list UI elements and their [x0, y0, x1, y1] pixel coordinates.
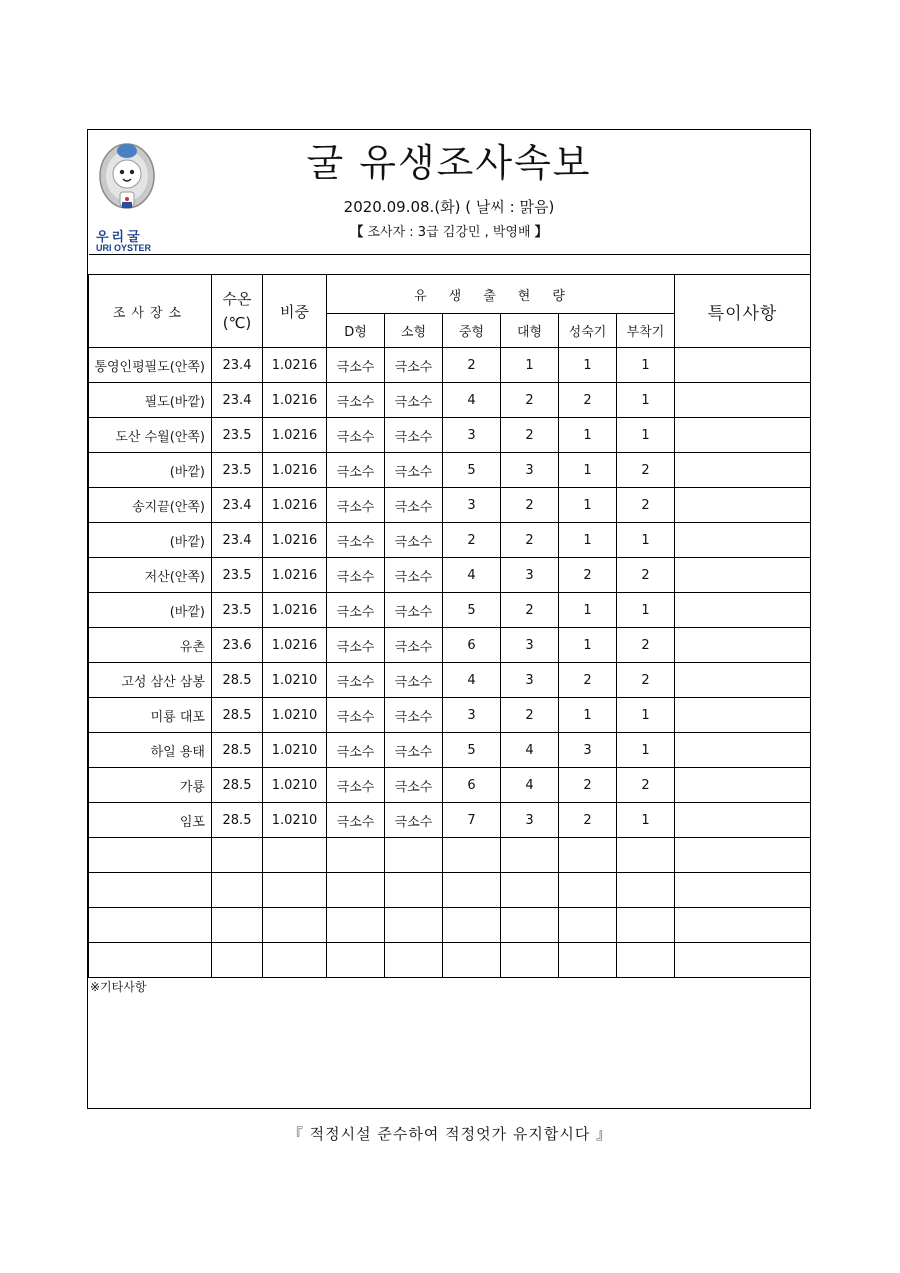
cell-att: 2 — [617, 488, 675, 523]
empty-cell — [89, 838, 212, 873]
cell-mat: 1 — [559, 698, 617, 733]
col-density-header: 비중 — [263, 275, 327, 348]
cell-s: 극소수 — [385, 348, 443, 383]
empty-cell — [443, 873, 501, 908]
empty-cell — [501, 873, 559, 908]
cell-mat: 1 — [559, 453, 617, 488]
cell-s: 극소수 — [385, 488, 443, 523]
cell-temp: 28.5 — [212, 803, 263, 838]
cell-den: 1.0216 — [263, 348, 327, 383]
cell-temp: 23.5 — [212, 593, 263, 628]
empty-cell — [559, 873, 617, 908]
empty-table-row — [89, 873, 811, 908]
cell-m: 3 — [443, 698, 501, 733]
cell-l: 3 — [501, 803, 559, 838]
cell-notes — [675, 768, 811, 803]
empty-cell — [263, 908, 327, 943]
empty-cell — [617, 908, 675, 943]
cell-notes — [675, 348, 811, 383]
cell-notes — [675, 558, 811, 593]
cell-s: 극소수 — [385, 558, 443, 593]
cell-loc: 통영인평필도(안쪽) — [89, 348, 212, 383]
empty-cell — [675, 838, 811, 873]
empty-cell — [263, 873, 327, 908]
cell-loc: 임포 — [89, 803, 212, 838]
cell-mat: 2 — [559, 383, 617, 418]
cell-l: 2 — [501, 488, 559, 523]
cell-d: 극소수 — [327, 488, 385, 523]
empty-cell — [675, 943, 811, 978]
cell-den: 1.0210 — [263, 663, 327, 698]
other-notes-label: ※기타사항 — [90, 980, 147, 994]
cell-temp: 23.4 — [212, 523, 263, 558]
cell-att: 1 — [617, 348, 675, 383]
cell-mat: 1 — [559, 593, 617, 628]
empty-table-row — [89, 908, 811, 943]
cell-m: 2 — [443, 523, 501, 558]
cell-d: 극소수 — [327, 628, 385, 663]
cell-den: 1.0216 — [263, 628, 327, 663]
report-header — [88, 130, 810, 254]
cell-den: 1.0216 — [263, 523, 327, 558]
cell-mat: 2 — [559, 768, 617, 803]
cell-att: 2 — [617, 768, 675, 803]
col-notes-header: 특이사항 — [675, 275, 811, 348]
table-row — [89, 523, 811, 558]
cell-att: 1 — [617, 383, 675, 418]
cell-att: 1 — [617, 733, 675, 768]
cell-temp: 23.5 — [212, 558, 263, 593]
cell-m: 4 — [443, 558, 501, 593]
cell-d: 극소수 — [327, 453, 385, 488]
col-larvae-header: 중형 — [443, 314, 501, 348]
cell-temp: 23.4 — [212, 488, 263, 523]
cell-d: 극소수 — [327, 523, 385, 558]
cell-att: 1 — [617, 803, 675, 838]
cell-s: 극소수 — [385, 453, 443, 488]
cell-notes — [675, 803, 811, 838]
table-row — [89, 558, 811, 593]
cell-notes — [675, 593, 811, 628]
cell-den: 1.0210 — [263, 768, 327, 803]
cell-loc: 저산(안쪽) — [89, 558, 212, 593]
cell-att: 1 — [617, 523, 675, 558]
spacer-row — [89, 255, 811, 275]
cell-notes — [675, 418, 811, 453]
cell-notes — [675, 488, 811, 523]
cell-l: 3 — [501, 453, 559, 488]
cell-att: 1 — [617, 418, 675, 453]
col-larvae-header: 성숙기 — [559, 314, 617, 348]
cell-mat: 2 — [559, 663, 617, 698]
table-row — [89, 803, 811, 838]
cell-d: 극소수 — [327, 383, 385, 418]
cell-mat: 1 — [559, 348, 617, 383]
table-row — [89, 663, 811, 698]
cell-den: 1.0210 — [263, 733, 327, 768]
empty-cell — [327, 838, 385, 873]
cell-l: 3 — [501, 628, 559, 663]
col-temp-line1: 수온 — [222, 290, 252, 308]
cell-den: 1.0216 — [263, 453, 327, 488]
cell-den: 1.0216 — [263, 558, 327, 593]
empty-cell — [212, 908, 263, 943]
cell-d: 극소수 — [327, 348, 385, 383]
col-location-header: 조사장소 — [89, 275, 212, 348]
empty-cell — [501, 943, 559, 978]
empty-cell — [501, 838, 559, 873]
report-frame — [87, 129, 811, 1109]
empty-cell — [385, 908, 443, 943]
empty-cell — [443, 838, 501, 873]
cell-notes — [675, 453, 811, 488]
cell-m: 7 — [443, 803, 501, 838]
cell-den: 1.0216 — [263, 418, 327, 453]
col-temp-line2: (℃) — [222, 314, 252, 332]
cell-s: 극소수 — [385, 733, 443, 768]
other-notes-box — [88, 976, 810, 1108]
empty-cell — [327, 873, 385, 908]
table-row — [89, 383, 811, 418]
cell-mat: 1 — [559, 628, 617, 663]
cell-temp: 28.5 — [212, 698, 263, 733]
empty-cell — [263, 943, 327, 978]
empty-cell — [559, 943, 617, 978]
empty-cell — [212, 943, 263, 978]
cell-loc: 도산 수월(안쪽) — [89, 418, 212, 453]
cell-loc: (바깥) — [89, 523, 212, 558]
cell-m: 5 — [443, 593, 501, 628]
cell-den: 1.0210 — [263, 803, 327, 838]
empty-cell — [675, 873, 811, 908]
table-row — [89, 628, 811, 663]
cell-m: 6 — [443, 628, 501, 663]
cell-s: 극소수 — [385, 768, 443, 803]
empty-cell — [327, 943, 385, 978]
cell-den: 1.0216 — [263, 593, 327, 628]
cell-loc: 필도(바깥) — [89, 383, 212, 418]
cell-loc: 미룡 대포 — [89, 698, 212, 733]
cell-loc: (바깥) — [89, 453, 212, 488]
empty-cell — [385, 873, 443, 908]
cell-m: 5 — [443, 453, 501, 488]
cell-att: 2 — [617, 558, 675, 593]
col-larvae-header: 부착기 — [617, 314, 675, 348]
empty-cell — [675, 908, 811, 943]
header-row-1 — [89, 275, 811, 314]
cell-s: 극소수 — [385, 803, 443, 838]
logo-english-text: URI OYSTER — [96, 243, 152, 253]
empty-cell — [617, 838, 675, 873]
cell-den: 1.0210 — [263, 698, 327, 733]
cell-d: 극소수 — [327, 663, 385, 698]
cell-temp: 23.5 — [212, 453, 263, 488]
cell-temp: 28.5 — [212, 733, 263, 768]
cell-att: 2 — [617, 453, 675, 488]
cell-notes — [675, 383, 811, 418]
cell-s: 극소수 — [385, 628, 443, 663]
cell-att: 1 — [617, 593, 675, 628]
table-row — [89, 348, 811, 383]
table-row — [89, 768, 811, 803]
empty-cell — [89, 908, 212, 943]
footer-slogan: 『 적정시설 준수하여 적정엇가 유지합시다 』 — [287, 1125, 613, 1143]
table-row — [89, 698, 811, 733]
cell-l: 1 — [501, 348, 559, 383]
empty-cell — [443, 908, 501, 943]
cell-loc: 하일 용태 — [89, 733, 212, 768]
cell-l: 2 — [501, 418, 559, 453]
col-larvae-header: D형 — [327, 314, 385, 348]
cell-notes — [675, 663, 811, 698]
cell-mat: 1 — [559, 523, 617, 558]
cell-temp: 23.6 — [212, 628, 263, 663]
cell-notes — [675, 733, 811, 768]
cell-m: 2 — [443, 348, 501, 383]
cell-s: 극소수 — [385, 593, 443, 628]
col-larvae-header: 소형 — [385, 314, 443, 348]
col-temp-header — [212, 275, 263, 348]
empty-table-row — [89, 838, 811, 873]
cell-d: 극소수 — [327, 768, 385, 803]
cell-d: 극소수 — [327, 698, 385, 733]
cell-att: 2 — [617, 628, 675, 663]
cell-temp: 23.5 — [212, 418, 263, 453]
cell-mat: 1 — [559, 488, 617, 523]
page-title: 굴 유생조사속보 — [306, 141, 592, 185]
cell-loc: 고성 삼산 삼봉 — [89, 663, 212, 698]
cell-loc: 가룡 — [89, 768, 212, 803]
empty-cell — [89, 873, 212, 908]
cell-m: 3 — [443, 418, 501, 453]
cell-l: 4 — [501, 733, 559, 768]
cell-s: 극소수 — [385, 383, 443, 418]
empty-cell — [327, 908, 385, 943]
cell-l: 2 — [501, 593, 559, 628]
cell-temp: 23.4 — [212, 348, 263, 383]
empty-cell — [501, 908, 559, 943]
empty-cell — [263, 838, 327, 873]
empty-cell — [617, 873, 675, 908]
cell-l: 4 — [501, 768, 559, 803]
empty-cell — [212, 873, 263, 908]
surveyor-text: 조사자 : 3급 김강민 , 박영배 — [367, 225, 531, 240]
table-row — [89, 453, 811, 488]
table-row — [89, 733, 811, 768]
cell-temp: 28.5 — [212, 768, 263, 803]
cell-l: 3 — [501, 663, 559, 698]
cell-d: 극소수 — [327, 803, 385, 838]
cell-loc: 송지끝(안쪽) — [89, 488, 212, 523]
empty-cell — [559, 908, 617, 943]
empty-cell — [443, 943, 501, 978]
cell-mat: 2 — [559, 558, 617, 593]
cell-notes — [675, 523, 811, 558]
cell-s: 극소수 — [385, 663, 443, 698]
cell-loc: 유촌 — [89, 628, 212, 663]
surveyor-line: 【 조사자 : 3급 김강민 , 박영배 】 — [350, 225, 548, 240]
table-row — [89, 488, 811, 523]
date-weather-line: 2020.09.08.(화) ( 날씨 : 맑음) — [343, 198, 555, 216]
cell-m: 3 — [443, 488, 501, 523]
cell-den: 1.0216 — [263, 488, 327, 523]
empty-cell — [385, 943, 443, 978]
cell-m: 4 — [443, 663, 501, 698]
cell-l: 2 — [501, 383, 559, 418]
cell-m: 5 — [443, 733, 501, 768]
cell-m: 6 — [443, 768, 501, 803]
cell-temp: 28.5 — [212, 663, 263, 698]
empty-cell — [559, 838, 617, 873]
col-larvae-header: 대형 — [501, 314, 559, 348]
cell-temp: 23.4 — [212, 383, 263, 418]
table-row — [89, 593, 811, 628]
cell-m: 4 — [443, 383, 501, 418]
cell-d: 극소수 — [327, 593, 385, 628]
cell-loc: (바깥) — [89, 593, 212, 628]
cell-mat: 2 — [559, 803, 617, 838]
cell-l: 2 — [501, 523, 559, 558]
cell-d: 극소수 — [327, 733, 385, 768]
cell-notes — [675, 628, 811, 663]
cell-s: 극소수 — [385, 523, 443, 558]
cell-att: 2 — [617, 663, 675, 698]
empty-cell — [617, 943, 675, 978]
cell-mat: 1 — [559, 418, 617, 453]
cell-s: 극소수 — [385, 698, 443, 733]
cell-l: 2 — [501, 698, 559, 733]
cell-s: 극소수 — [385, 418, 443, 453]
empty-cell — [385, 838, 443, 873]
col-larvae-group-header: 유생출현량 — [327, 275, 675, 314]
cell-den: 1.0216 — [263, 383, 327, 418]
cell-notes — [675, 698, 811, 733]
cell-l: 3 — [501, 558, 559, 593]
cell-mat: 3 — [559, 733, 617, 768]
table-row — [89, 418, 811, 453]
empty-cell — [89, 943, 212, 978]
empty-table-row — [89, 943, 811, 978]
cell-att: 1 — [617, 698, 675, 733]
logo-korean-text: 우리굴 — [96, 230, 143, 245]
cell-d: 극소수 — [327, 558, 385, 593]
empty-cell — [212, 838, 263, 873]
larvae-survey-table — [88, 254, 811, 978]
cell-d: 극소수 — [327, 418, 385, 453]
